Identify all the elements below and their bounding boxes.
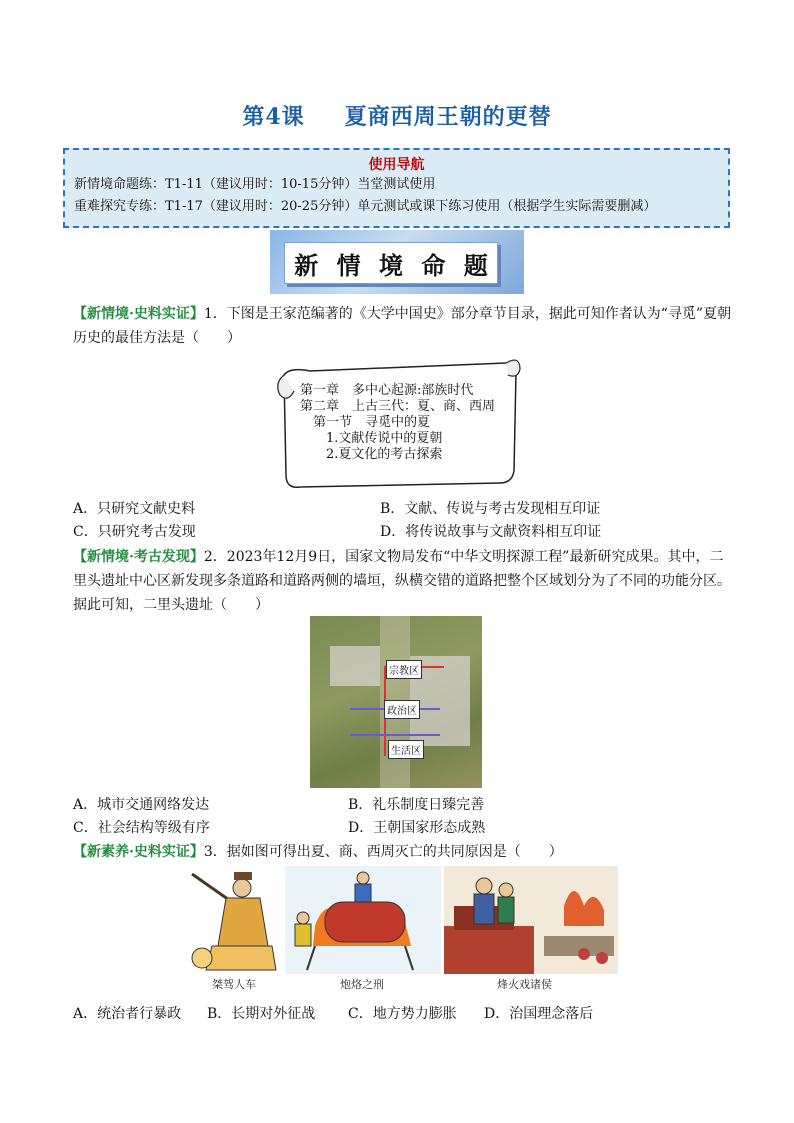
option-a[interactable]: A．城市交通网络发达 [73, 797, 210, 813]
question-text: 3．据如图可得出夏、商、西周灭亡的共同原因是（ ） [203, 844, 563, 860]
scroll-figure [270, 355, 522, 491]
question-text: 2．2023年12月9日，国家文物局发布“中华文明探源工程”最新研究成果。其中，二里头遗址中心区新发现多条道路和道路两侧的墙垣，纵横交错的道路把整个区域划分为了不同的功能分区。据此可知，二里头遗址（ ） [73, 549, 731, 613]
caption: 烽火戏诸侯 [497, 978, 552, 991]
scroll-line: 第一节 寻觅中的夏 [300, 415, 431, 430]
banner-char: 命 [421, 250, 446, 280]
caption: 炮烙之刑 [340, 978, 384, 991]
scroll-line: 第一章 多中心起源:部族时代 [300, 383, 474, 398]
scroll-line: 1.文献传说中的夏朝 [300, 431, 443, 446]
question-1 [73, 302, 733, 350]
guide-line-1: 新情境命题练：T1-11（建议用时：10-15分钟）当堂测试使用 [74, 177, 436, 192]
section-banner [270, 230, 524, 294]
question-2 [73, 545, 733, 617]
caption: 桀驾人车 [212, 978, 256, 991]
option-b[interactable]: B．长期对外征战 [207, 1006, 316, 1022]
option-d[interactable]: D．治国理念落后 [484, 1006, 594, 1022]
erlitou-site-map [310, 616, 482, 788]
option-c[interactable]: C．社会结构等级有序 [73, 820, 210, 836]
question-text: 1．下图是王家范编著的《大学中国史》部分章节目录，据此可知作者认为“寻觅”夏朝历史的最佳方法是（ ） [73, 306, 732, 346]
scroll-line: 第二章 上古三代：夏、商、西周 [300, 399, 496, 414]
option-d[interactable]: D．王朝国家形态成熟 [348, 820, 486, 836]
lesson-number: 第4课 [242, 104, 305, 130]
question-tag: 【新素养·史料实证】 [73, 844, 204, 860]
option-c[interactable]: C．只研究考古发现 [73, 524, 196, 540]
scroll-line: 2.夏文化的考古探索 [300, 447, 443, 462]
lesson-name: 夏商西周王朝的更替 [344, 104, 552, 130]
option-b[interactable]: B．文献、传说与考古发现相互印证 [380, 501, 601, 517]
question-3 [73, 840, 733, 864]
banner-char: 题 [463, 250, 488, 280]
option-a[interactable]: A．统治者行暴政 [73, 1006, 182, 1022]
option-d[interactable]: D．将传说故事与文献资料相互印证 [380, 524, 602, 540]
illustration-jie [182, 866, 278, 974]
banner-char: 情 [336, 250, 361, 280]
usage-guide-box [63, 148, 730, 228]
zone-label: 生活区 [388, 740, 424, 759]
illustration-paolao [285, 866, 441, 974]
guide-heading: 使用导航 [368, 157, 425, 173]
option-b[interactable]: B．礼乐制度日臻完善 [348, 797, 485, 813]
page-title [0, 100, 794, 131]
zone-label: 政治区 [384, 700, 420, 719]
illustration-beacon [444, 866, 618, 974]
guide-line-2: 重难探究专练：T1-17（建议用时：20-25分钟）单元测试或课下练习使用（根据学生实际需要删减） [74, 199, 657, 214]
zone-label: 宗教区 [386, 660, 422, 679]
banner-char: 境 [378, 250, 403, 280]
question-tag: 【新情境·史料实证】 [73, 306, 204, 322]
banner-char: 新 [294, 250, 319, 280]
question-tag: 【新情境·考古发现】 [73, 549, 204, 565]
option-c[interactable]: C．地方势力膨胀 [348, 1006, 457, 1022]
option-a[interactable]: A．只研究文献史料 [73, 501, 196, 517]
